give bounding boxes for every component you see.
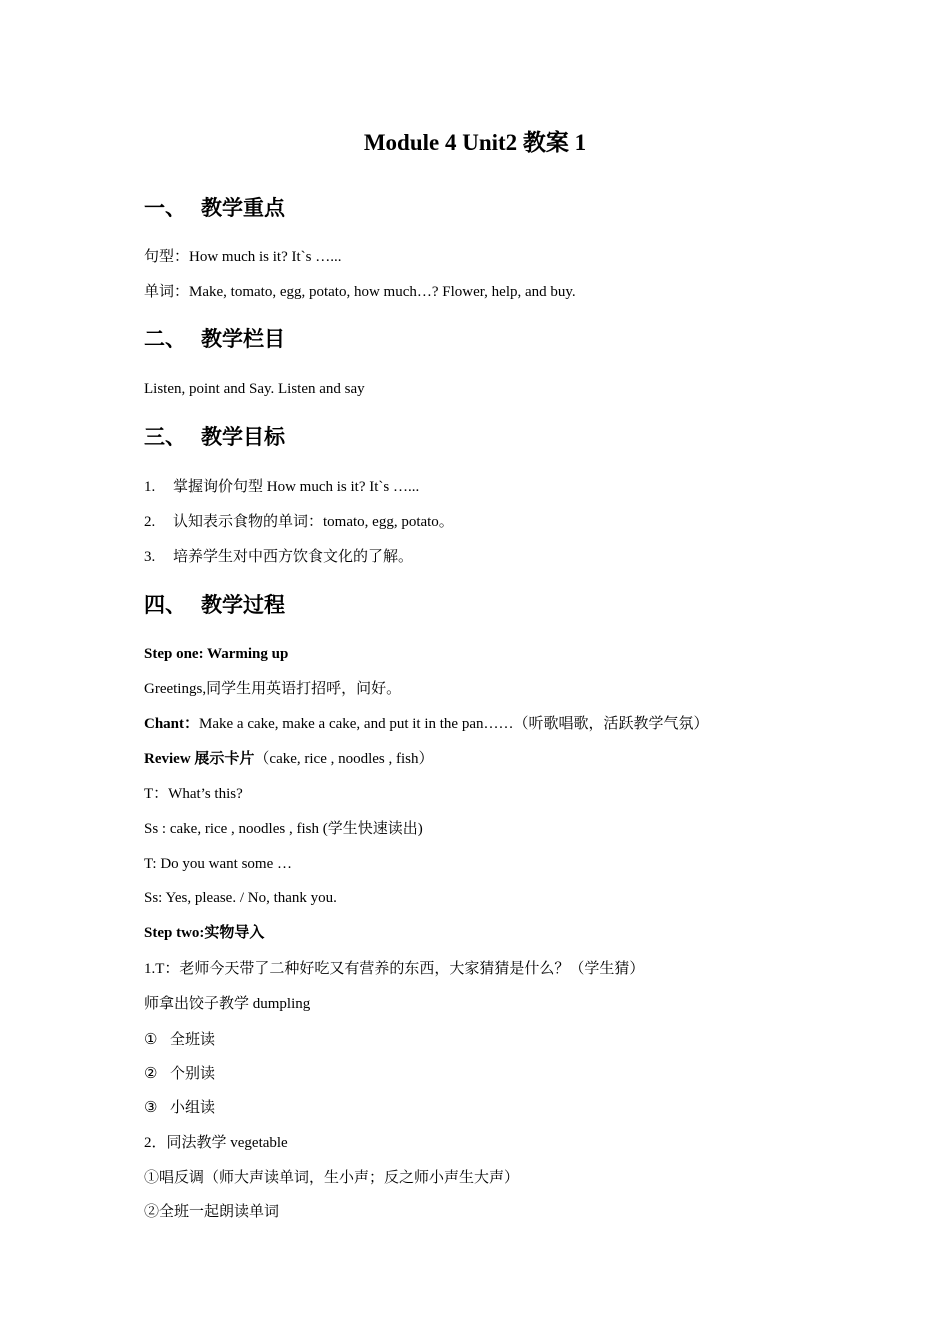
section-heading-4: [144, 591, 285, 619]
page-title: Module 4 Unit2 教案 1: [363, 130, 587, 155]
goal-number: 2.: [144, 514, 156, 530]
review-text: （cake, rice , noodles , fish）: [254, 751, 434, 767]
item-marker: ③: [144, 1100, 158, 1116]
goal-item: [144, 547, 413, 567]
step-one-heading: Step one: Warming up: [144, 646, 289, 662]
step-two-heading: Step two:实物导入: [144, 925, 265, 941]
goal-number: 3.: [144, 549, 156, 565]
section-number: 三、: [144, 425, 186, 449]
section-heading-3: [144, 423, 285, 451]
item-text: 小组读: [170, 1100, 216, 1116]
review-label: Review 展示卡片: [144, 751, 255, 767]
section-heading-1: [144, 194, 285, 222]
columns-text: Listen, point and Say. Listen and say: [144, 381, 365, 397]
list-item: [144, 1030, 215, 1050]
chant-label: Chant：: [144, 716, 200, 732]
section-number: 一、: [144, 196, 186, 220]
goal-number: 1.: [144, 479, 156, 495]
dialogue-students-2: Ss: Yes, please. / No, thank you.: [144, 890, 337, 906]
goal-item: [144, 512, 454, 532]
item-marker: ②: [144, 1066, 158, 1082]
section-heading-2: [144, 325, 285, 353]
vegetable-step-1: ①唱反调（师大声读单词，生小声；反之师小声生大声）: [144, 1170, 520, 1186]
question-2: 2．同法教学 vegetable: [144, 1135, 288, 1151]
section-number: 二、: [144, 327, 186, 351]
dialogue-students-1: Ss : cake, rice , noodles , fish (学生快速读出): [144, 821, 423, 837]
goal-item: [144, 477, 419, 497]
chant-text: Make a cake, make a cake, and put it in the pan……（听歌唱歌，活跃教学气氛）: [199, 716, 709, 732]
chant-line: [144, 714, 708, 734]
section-title: 教学重点: [201, 196, 285, 220]
list-item: [144, 1098, 215, 1118]
review-line: [144, 749, 434, 769]
item-text: 全班读: [170, 1032, 216, 1048]
goal-text: 认知表示食物的单词：tomato, egg, potato。: [173, 514, 454, 530]
section-title: 教学过程: [201, 593, 285, 617]
item-marker: ①: [144, 1032, 158, 1048]
greetings-line: Greetings,同学生用英语打招呼，问好。: [144, 681, 402, 697]
focus-words: 单词：Make, tomato, egg, potato, how much…? Flower, help, and buy.: [144, 284, 576, 300]
section-number: 四、: [144, 593, 186, 617]
dialogue-teacher-2: T: Do you want some …: [144, 856, 292, 872]
section-title: 教学目标: [201, 425, 285, 449]
focus-sentence: 句型：How much is it? It`s …...: [144, 249, 342, 265]
list-item: [144, 1064, 215, 1084]
question-1: 1.T：老师今天带了二种好吃又有营养的东西，大家猜猜是什么？（学生猜）: [144, 961, 645, 977]
section-title: 教学栏目: [201, 327, 285, 351]
goal-text: 掌握询价句型 How much is it? It`s …...: [173, 479, 420, 495]
dumpling-line: 师拿出饺子教学 dumpling: [144, 996, 311, 1012]
goal-text: 培养学生对中西方饮食文化的了解。: [173, 549, 414, 565]
item-text: 个别读: [170, 1066, 216, 1082]
dialogue-teacher-1: T：What’s this?: [144, 786, 243, 802]
vegetable-step-2: ②全班一起朗读单词: [144, 1204, 280, 1220]
